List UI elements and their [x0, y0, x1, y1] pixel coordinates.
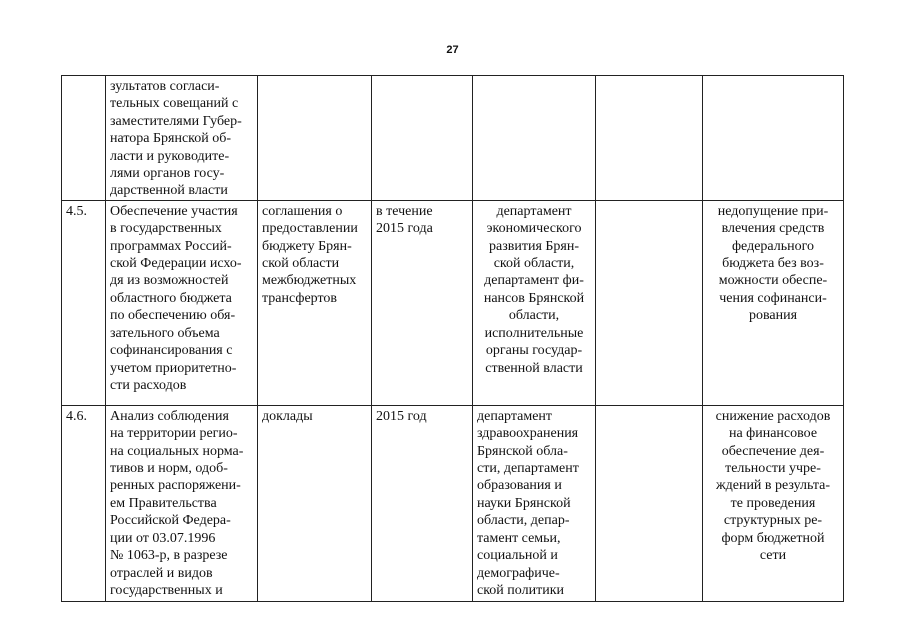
measures-table	[61, 75, 844, 602]
text-line: дарственной власти	[110, 183, 228, 199]
text-line: тельных совещаний с	[110, 96, 239, 112]
text-line: Российской Федера-	[110, 513, 231, 529]
text-line: ции от 03.07.1996	[110, 530, 216, 546]
text-line: форм бюджетной	[721, 530, 825, 546]
page-number: 27	[446, 44, 459, 56]
row-number-cell	[62, 76, 106, 201]
responsible-executor-cell	[473, 76, 596, 201]
text-line: ренных распоряжени-	[110, 478, 241, 494]
table-row	[62, 405, 844, 601]
text-line: исполнительные	[484, 325, 584, 341]
text-line: отраслей и видов	[110, 565, 213, 581]
text-line: 2015 года	[376, 221, 433, 237]
deadline-cell	[372, 405, 473, 601]
text-line: доклады	[262, 408, 313, 424]
text-line: ласти и руководите-	[110, 148, 230, 164]
expected-result-cell	[703, 405, 844, 601]
text-line: предоставлении	[262, 221, 358, 237]
text-line: дя из возможностей	[110, 273, 229, 289]
text-line: экономического	[486, 221, 582, 237]
text-line: нансов Брянской	[483, 290, 585, 306]
text-line: ем Правительства	[110, 495, 217, 511]
text-line: Брянской обла-	[477, 443, 568, 459]
text-line: бюджета без воз-	[722, 256, 824, 272]
text-line: области, депар-	[477, 513, 570, 529]
completion-form-cell	[258, 76, 372, 201]
table-row	[62, 76, 844, 201]
text-line: демографиче-	[477, 565, 560, 581]
row-number-cell: 4.6.	[62, 405, 106, 601]
row-number-cell: 4.5.	[62, 200, 106, 405]
text-line: области,	[508, 308, 560, 324]
text-line: департамент	[477, 408, 553, 424]
text-line: в течение	[376, 203, 433, 219]
text-line: тамент семьи,	[477, 530, 561, 546]
text-line: на социальных норма-	[110, 443, 244, 459]
responsible-executor-cell	[473, 405, 596, 601]
text-line: недопущение при-	[717, 203, 829, 219]
expected-result-cell	[703, 200, 844, 405]
empty-cell	[596, 200, 703, 405]
text-line: можности обеспе-	[718, 273, 828, 289]
text-line: сти расходов	[110, 377, 187, 393]
text-line: зультатов согласи-	[110, 79, 220, 94]
text-line: социальной и	[477, 548, 558, 564]
text-line: областного бюджета	[110, 290, 232, 306]
text-line: ской области,	[493, 256, 575, 272]
text-line: здравоохранения	[477, 426, 579, 442]
completion-form-cell	[258, 405, 372, 601]
text-line: образования и	[477, 478, 562, 494]
deadline-cell	[372, 200, 473, 405]
empty-cell	[596, 405, 703, 601]
text-line: рования	[748, 308, 798, 324]
table-row	[62, 200, 844, 405]
responsible-executor-cell	[473, 200, 596, 405]
text-line: сети	[759, 548, 787, 564]
text-line: трансфертов	[262, 290, 338, 306]
text-line: ской политики	[477, 582, 564, 598]
text-line: соглашения о	[262, 203, 343, 219]
text-line: влечения средств	[721, 221, 825, 237]
text-line: департамент	[496, 203, 572, 219]
text-line: сти, департамент	[477, 461, 579, 477]
text-line: на территории регио-	[110, 426, 238, 442]
text-line: учетом приоритетно-	[110, 360, 237, 376]
text-line: федерального	[731, 238, 815, 254]
text-line: софинансирования с	[110, 343, 233, 359]
completion-form-cell	[258, 200, 372, 405]
measure-description-cell	[106, 200, 258, 405]
text-line: в государственных	[110, 221, 222, 237]
text-line: ской Федерации исхо-	[110, 256, 242, 272]
text-line: зательного объема	[110, 325, 220, 341]
text-line: те проведения	[730, 495, 816, 511]
text-line: Обеспечение участия	[110, 203, 238, 219]
text-line: развития Брян-	[488, 238, 580, 254]
text-line: снижение расходов	[715, 408, 831, 424]
measure-description-cell	[106, 405, 258, 601]
text-line: структурных ре-	[723, 513, 823, 529]
text-line: бюджету Брян-	[262, 238, 352, 254]
text-line: № 1063-р, в разрезе	[110, 548, 228, 564]
text-line: заместителями Губер-	[110, 113, 242, 129]
text-line: натора Брянской об-	[110, 131, 232, 147]
text-line: программах Россий-	[110, 238, 232, 254]
text-line: тельности учре-	[725, 461, 821, 477]
expected-result-cell	[703, 76, 844, 201]
empty-cell	[596, 76, 703, 201]
text-line: ственной власти	[485, 360, 583, 376]
text-line: по обеспечению обя-	[110, 308, 236, 324]
text-line: науки Брянской	[477, 495, 571, 511]
deadline-cell	[372, 76, 473, 201]
text-line: Анализ соблюдения	[110, 408, 229, 424]
text-line: тивов и норм, одоб-	[110, 461, 228, 477]
text-line: обеспечение дея-	[721, 443, 825, 459]
measure-description-cell	[106, 76, 258, 201]
text-line: лями органов госу-	[110, 166, 225, 182]
text-line: ской области	[262, 256, 340, 272]
text-line: государственных и	[110, 582, 223, 598]
text-line: межбюджетных	[262, 273, 357, 289]
text-line: ждений в результа-	[715, 478, 831, 494]
text-line: 2015 год	[376, 408, 427, 424]
text-line: органы государ-	[485, 343, 583, 359]
text-line: чения софинанси-	[719, 290, 827, 306]
text-line: департамент фи-	[484, 273, 584, 289]
text-line: на финансовое	[728, 426, 818, 442]
